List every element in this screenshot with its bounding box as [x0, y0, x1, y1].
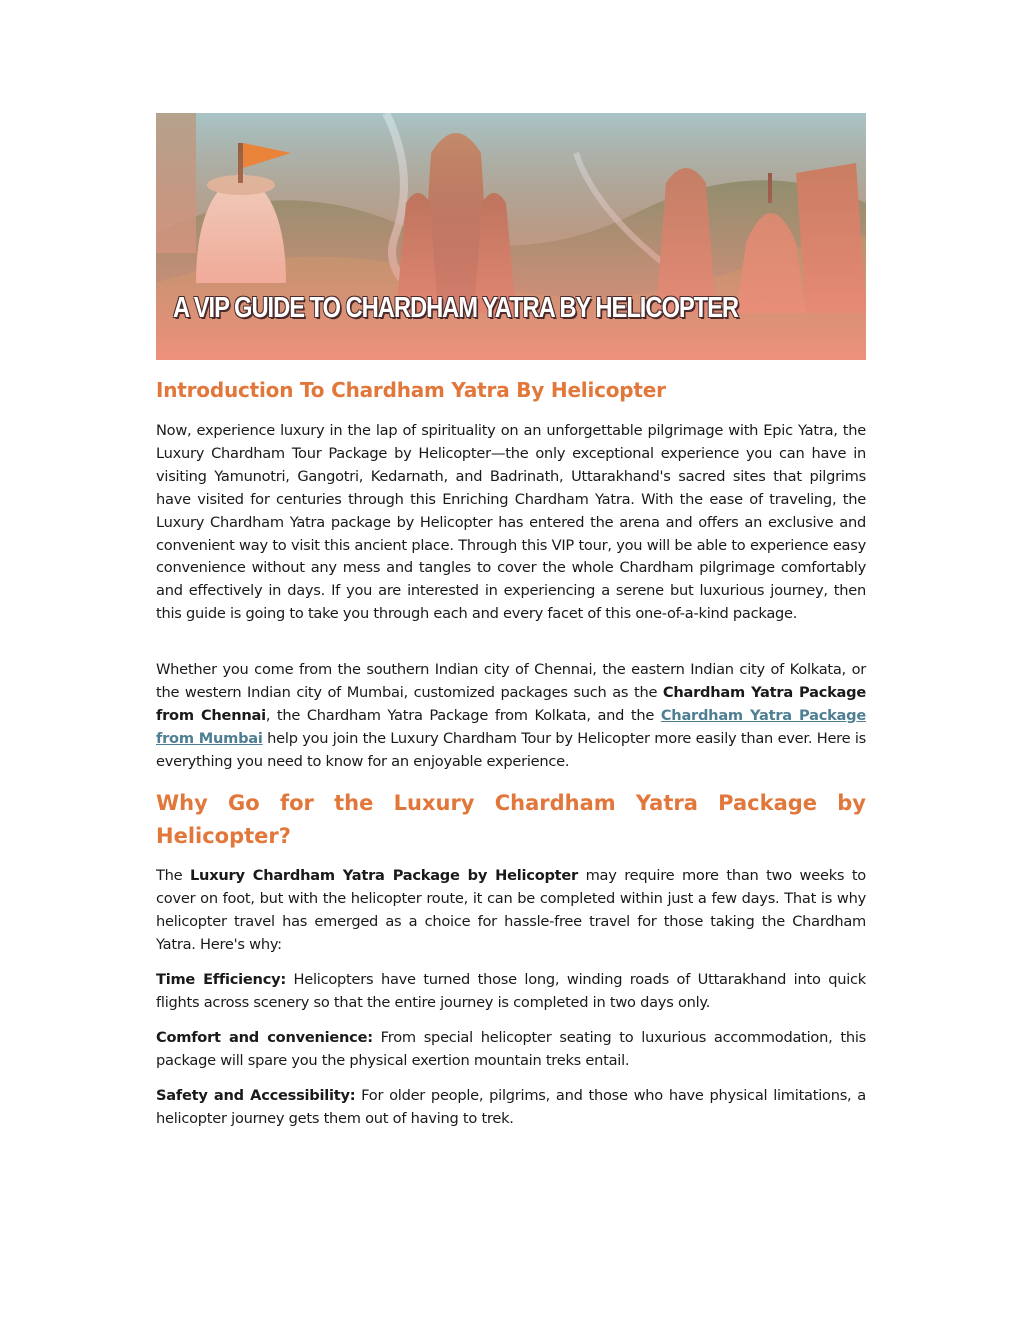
- origin-text-1: Whether you come from the southern Indian city of Chennai, the eastern Indian city of Kolkata, or the western Indian city of Mumbai, customized packages such as the: [156, 661, 866, 701]
- intro-heading: Introduction To Chardham Yatra By Helicopter: [156, 378, 666, 402]
- point-text: Helicopters have turned those long, winding roads of Uttarakhand into quick flights across scenery so that the entire journey is completed in two days only.: [156, 971, 866, 1011]
- why-paragraph: [156, 865, 866, 957]
- point-text: From special helicopter seating to luxurious accommodation, this package will spare you the physical exertion mountain treks entail.: [156, 1029, 866, 1069]
- origin-text-3: help you join the Luxury Chardham Tour by Helicopter more easily than ever. Here is everything you need to know for an enjoyable experience.: [156, 729, 866, 770]
- point-label: Time Efficiency:: [156, 971, 286, 988]
- luxury-package-bold: Luxury Chardham Yatra Package by Helicopter: [190, 867, 578, 884]
- why-heading-line1: Why Go for the Luxury Chardham Yatra Package by: [156, 791, 866, 815]
- banner-title: A VIP GUIDE TO CHARDHAM YATRA BY HELICOPTER: [173, 292, 739, 324]
- why-text-1: The: [156, 867, 190, 884]
- point-safety: [156, 1085, 866, 1131]
- why-heading: [156, 787, 866, 853]
- why-heading-line2: Helicopter?: [156, 824, 291, 848]
- banner-image: [156, 113, 866, 360]
- chennai-package-bold: Chardham Yatra Package from Chennai: [156, 683, 866, 724]
- point-text: For older people, pilgrims, and those who have physical limitations, a helicopter journey gets them out of having to trek.: [156, 1087, 866, 1127]
- point-time-efficiency: [156, 969, 866, 1015]
- point-comfort: [156, 1027, 866, 1073]
- why-text-2: may require more than two weeks to cover on foot, but with the helicopter route, it can be completed within just a few days. That is why helicopter travel has emerged as a choice for hassle-free travel for those taking the Chardham Yatra. Here's why:: [156, 867, 866, 953]
- mumbai-package-link[interactable]: Chardham Yatra Package from Mumbai: [156, 706, 866, 747]
- document-page: [156, 113, 866, 1127]
- point-label: Safety and Accessibility:: [156, 1087, 356, 1104]
- intro-paragraph: Now, experience luxury in the lap of spirituality on an unforgettable pilgrimage with Epic Yatra, the Luxury Chardham Tour Package by Helicopter—the only exceptional experience you can have in visiting Yamunotri, Gangotri, Kedarnath, and Badrinath, Uttarakhand's sacred sites that pilgrims have visited for centuries through this Enriching Chardham Yatra. With the ease of traveling, the Luxury Chardham Yatra package by Helicopter has entered the arena and offers an exclusive and convenient way to visit this ancient place. Through this VIP tour, you will be able to experience easy convenience without any mess and tangles to cover the whole Chardham pilgrimage comfortably and effectively in days. If you are interested in experiencing a serene but luxurious journey, then this guide is going to take you through each and every facet of this one-of-a-kind package.: [156, 422, 866, 623]
- origin-text-2: , the Chardham Yatra Package from Kolkata, and the: [265, 706, 661, 724]
- point-label: Comfort and convenience:: [156, 1029, 373, 1046]
- origin-paragraph: [156, 659, 866, 774]
